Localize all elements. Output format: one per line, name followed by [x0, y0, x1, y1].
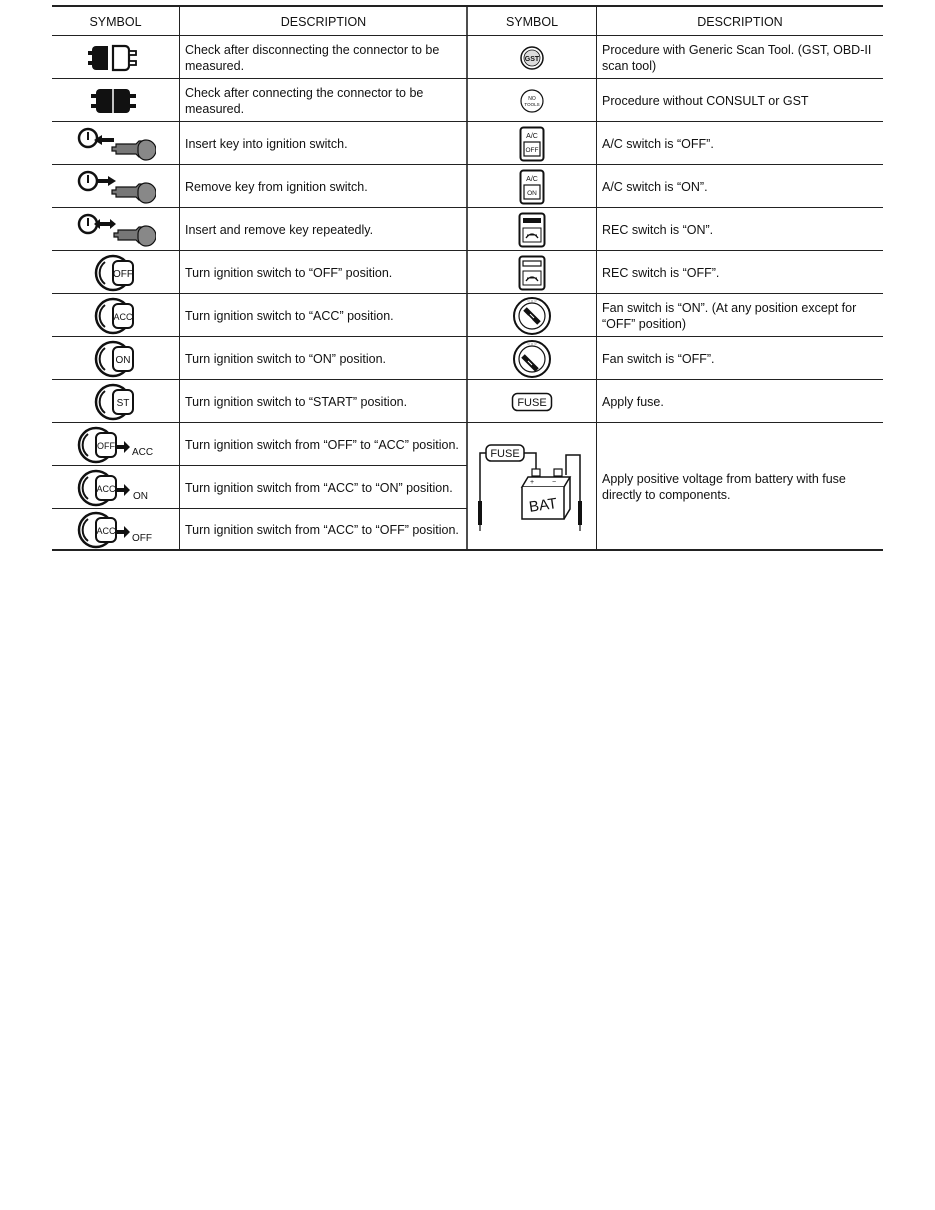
gst-label: GST: [524, 55, 540, 63]
battery-fuse-label: FUSE: [490, 448, 520, 460]
transition-from-label: ACC: [95, 483, 116, 494]
left-description-6: Turn ignition switch to “OFF” position.: [185, 265, 393, 280]
ignition-on-icon: [52, 337, 179, 380]
left-description-5: Insert and remove key repeatedly.: [185, 222, 374, 237]
ac-on-label-bottom: ON: [527, 189, 537, 197]
header-right-symbol: SYMBOL: [505, 14, 559, 29]
no-tools-label-bottom: TOOLS: [524, 101, 540, 107]
battery-fuse-icon: [467, 423, 597, 551]
right-description-3: A/C switch is “OFF”.: [602, 136, 714, 151]
transition-from-label: ACC: [95, 526, 116, 536]
transition-to-label: ON: [132, 490, 148, 502]
ignition-start-icon: [52, 380, 179, 423]
left-description-12: Turn ignition switch from “ACC” to “OFF” position.: [185, 523, 459, 537]
right-description-7: Fan switch is “ON”. (At any position except for “OFF” position): [602, 300, 857, 331]
right-description-2: Procedure without CONSULT or GST: [602, 93, 809, 108]
left-description-3: Insert key into ignition switch.: [185, 136, 348, 151]
ignition-acc-to-on-icon: [52, 466, 179, 509]
right-description-5: REC switch is “ON”.: [602, 222, 714, 237]
ignition-off-to-acc-icon: [52, 423, 179, 466]
svg-text:+: +: [530, 479, 535, 486]
left-description-7: Turn ignition switch to “ACC” position.: [185, 308, 394, 323]
header-left-description: DESCRIPTION: [280, 14, 367, 29]
left-description-4: Remove key from ignition switch.: [185, 179, 368, 194]
no-tools-icon: [467, 79, 597, 122]
left-description-1: Check after disconnecting the connector to be measured.: [185, 42, 440, 73]
ignition-on-label: ON: [115, 354, 130, 366]
rec-off-icon: [467, 251, 597, 294]
connector-disconnected-icon: [52, 36, 179, 79]
transition-to-label: ACC: [131, 446, 153, 458]
remove-key-icon: [52, 165, 179, 208]
ac-off-label-top: A/C: [526, 132, 538, 140]
insert-key-icon: [52, 122, 179, 165]
svg-text:○ ○ ○: ○ ○ ○: [527, 297, 537, 303]
left-description-11: Turn ignition switch from “ACC” to “ON” position.: [185, 480, 453, 495]
left-description-2: Check after connecting the connector to be measured.: [185, 85, 424, 116]
ignition-acc-to-off-icon: [52, 509, 179, 551]
battery-label: BAT: [527, 495, 559, 516]
svg-text:○ ○ ○: ○ ○ ○: [527, 340, 537, 346]
left-description-10: Turn ignition switch from “OFF” to “ACC” position.: [185, 437, 459, 452]
fuse-icon: [467, 380, 597, 423]
svg-text:−: −: [552, 479, 557, 486]
right-description-4: A/C switch is “ON”.: [602, 179, 708, 194]
ignition-start-label: ST: [116, 397, 129, 409]
transition-to-label: OFF: [131, 533, 152, 544]
no-tools-label-top: NO: [528, 95, 536, 102]
header-right-description: DESCRIPTION: [697, 14, 783, 29]
left-description-9: Turn ignition switch to “START” position.: [185, 394, 408, 409]
connector-connected-icon: [52, 79, 179, 122]
fan-on-icon: [467, 294, 597, 337]
right-description-9: Apply fuse.: [602, 394, 664, 409]
right-description-8: Fan switch is “OFF”.: [602, 351, 715, 366]
header-left-symbol: SYMBOL: [89, 14, 142, 29]
insert-remove-key-icon: [52, 208, 179, 251]
ac-on-icon: [467, 165, 597, 208]
right-description-1: Procedure with Generic Scan Tool. (GST, OBD-II scan tool): [602, 42, 872, 73]
right-description-6: REC switch is “OFF”.: [602, 265, 720, 280]
ac-on-label-top: A/C: [526, 175, 538, 183]
fan-off-icon: [467, 337, 597, 380]
right-description-10: Apply positive voltage from battery with fuse directly to components.: [602, 472, 846, 502]
rec-on-icon: [467, 208, 597, 251]
gst-icon: [467, 36, 597, 79]
ignition-off-label: OFF: [112, 268, 133, 280]
symbol-table: [52, 5, 883, 551]
ignition-off-icon: [52, 251, 179, 294]
transition-from-label: OFF: [96, 440, 115, 451]
fuse-label: FUSE: [517, 396, 547, 409]
ac-off-label-bottom: OFF: [525, 146, 539, 154]
ac-off-icon: [467, 122, 597, 165]
ignition-acc-icon: [52, 294, 179, 337]
left-description-8: Turn ignition switch to “ON” position.: [185, 351, 387, 366]
ignition-acc-label: ACC: [112, 311, 133, 322]
